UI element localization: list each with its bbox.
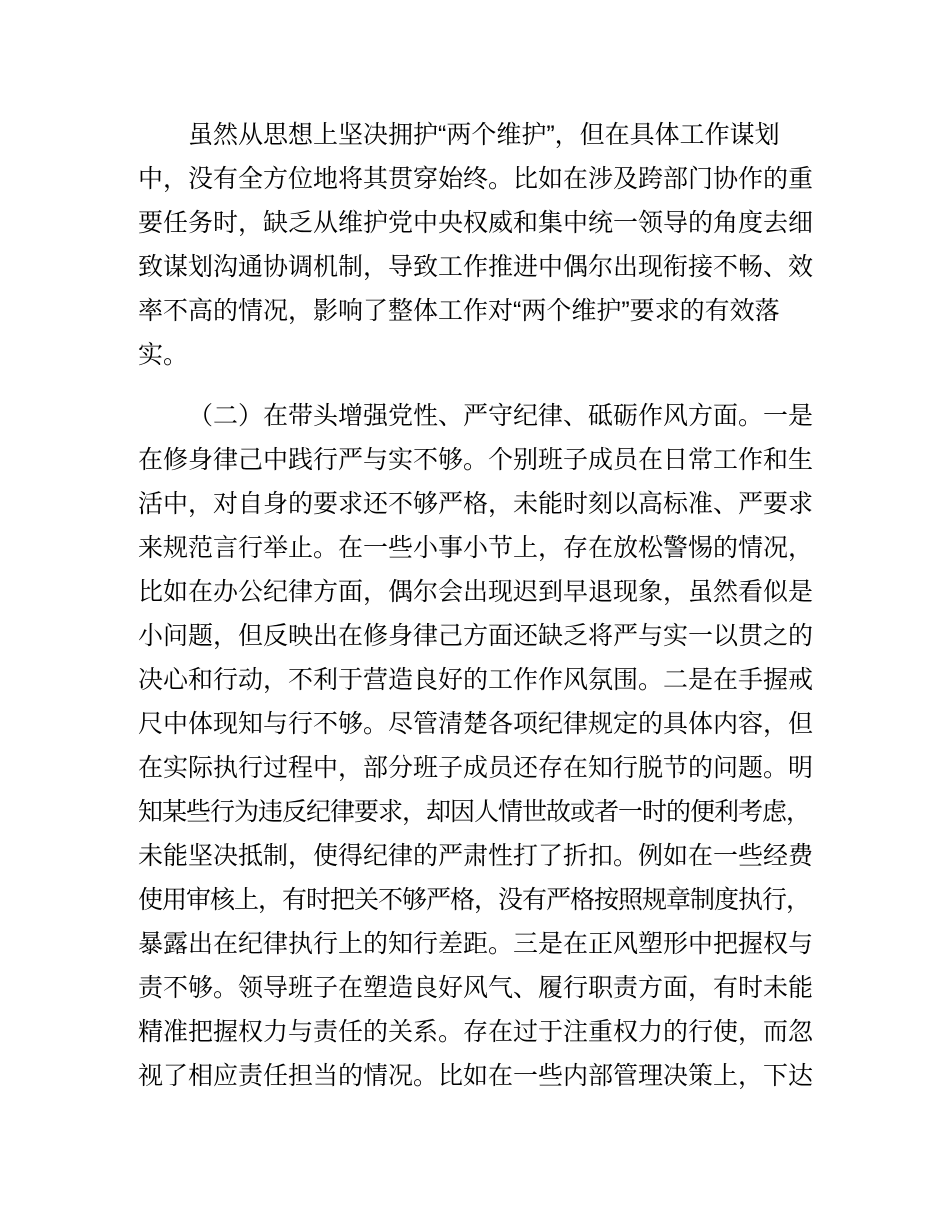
text-line: 责不够。领导班子在塑造良好风气、履行职责方面，有时未能	[138, 974, 814, 1002]
text-line: 决心和行动，不利于营造良好的工作作风氛围。二是在手握戒	[138, 666, 814, 694]
text-line: 视了相应责任担当的情况。比如在一些内部管理决策上，下达	[138, 1062, 814, 1090]
text-line: 来规范言行举止。在一些小事小节上，存在放松警惕的情况，	[138, 534, 814, 562]
text-line: 精准把握权力与责任的关系。存在过于注重权力的行使，而忽	[138, 1018, 814, 1046]
text-line: 未能坚决抵制，使得纪律的严肃性打了折扣。例如在一些经费	[138, 842, 814, 870]
text-line: 在实际执行过程中，部分班子成员还存在知行脱节的问题。明	[138, 754, 814, 782]
text-line: 活中，对自身的要求还不够严格，未能时刻以高标准、严要求	[138, 490, 814, 518]
text-line: 尺中体现知与行不够。尽管清楚各项纪律规定的具体内容，但	[138, 710, 814, 738]
text-line: 率不高的情况，影响了整体工作对“两个维护”要求的有效落	[138, 297, 780, 325]
text-line: 小问题，但反映出在修身律己方面还缺乏将严与实一以贯之的	[138, 622, 814, 650]
text-line: （二）在带头增强党性、严守纪律、砥砺作风方面。一是	[188, 402, 814, 430]
text-line: 要任务时，缺乏从维护党中央权威和集中统一领导的角度去细	[138, 209, 814, 237]
text-line: 在修身律己中践行严与实不够。个别班子成员在日常工作和生	[138, 446, 814, 474]
text-line: 中，没有全方位地将其贯穿始终。比如在涉及跨部门协作的重	[138, 165, 814, 193]
text-line: 虽然从思想上坚决拥护“两个维护”，但在具体工作谋划	[188, 121, 780, 149]
text-line: 使用审核上，有时把关不够严格，没有严格按照规章制度执行，	[138, 886, 811, 914]
text-line: 致谋划沟通协调机制，导致工作推进中偶尔出现衔接不畅、效	[138, 253, 814, 281]
paragraph-two-upholds	[138, 113, 813, 377]
text-line: 实。	[138, 341, 189, 369]
text-line: 知某些行为违反纪律要求，却因人情世故或者一时的便利考虑，	[138, 798, 811, 826]
paragraph-section-two	[138, 394, 813, 1098]
text-line: 暴露出在纪律执行上的知行差距。三是在正风塑形中把握权与	[138, 930, 814, 958]
text-line: 比如在办公纪律方面，偶尔会出现迟到早退现象，虽然看似是	[138, 578, 814, 606]
